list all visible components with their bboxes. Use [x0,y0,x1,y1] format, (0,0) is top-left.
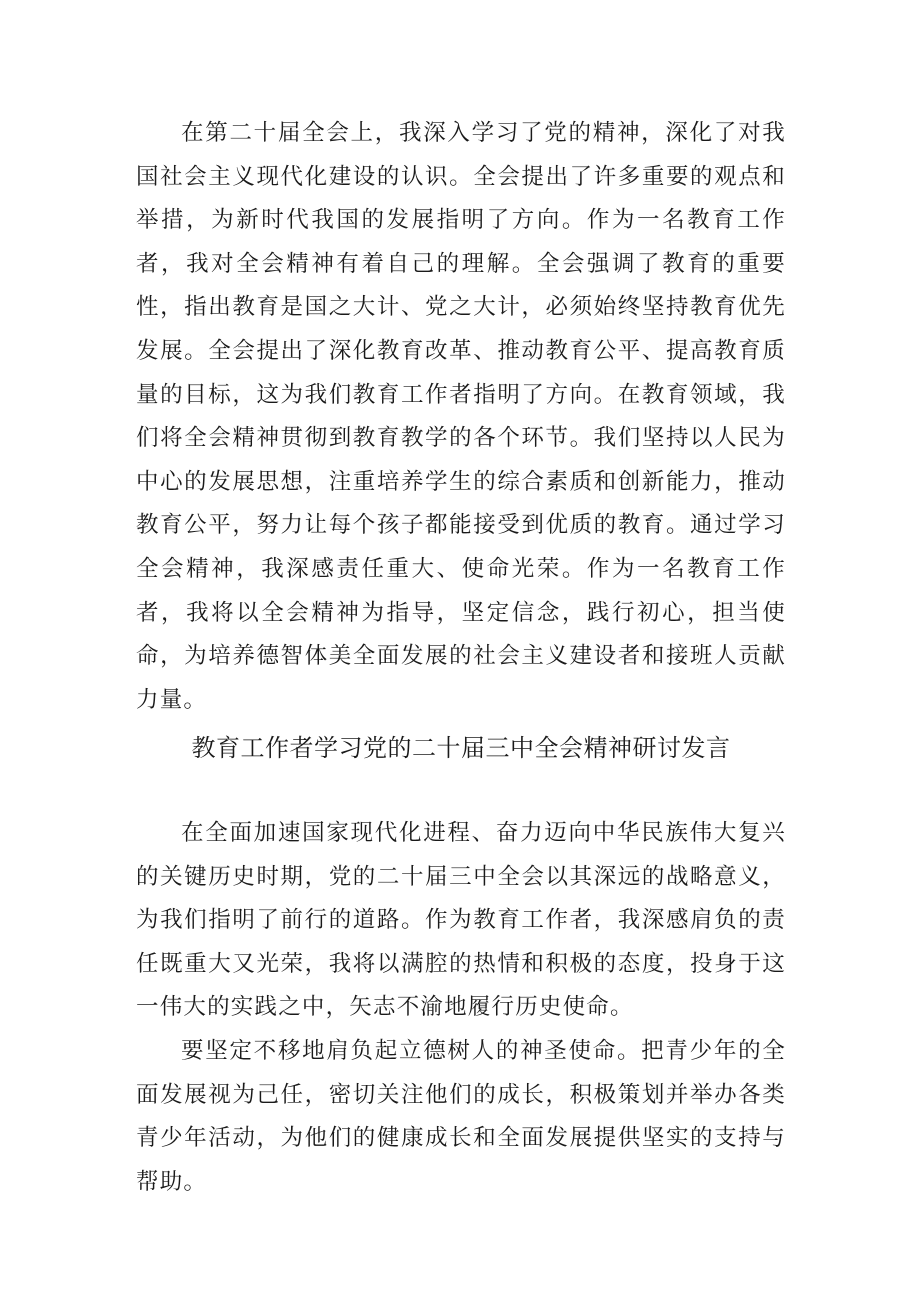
section-paragraph-1: 在全面加速国家现代化进程、奋力迈向中华民族伟大复兴的关键历史时期，党的二十届三中全会以其深远的战略意义，为我们指明了前行的道路。作为教育工作者，我深感肩负的责任既重大又光荣，我将以满腔的热情和积极的态度，投身于这一伟大的实践之中，矢志不渝地履行历史使命。 [136,820,786,1021]
intro-paragraph: 在第二十届全会上，我深入学习了党的精神，深化了对我国社会主义现代化建设的认识。全会提出了许多重要的观点和举措，为新时代我国的发展指明了方向。作为一名教育工作者，我对全会精神有着自己的理解。全会强调了教育的重要性，指出教育是国之大计、党之大计，必须始终坚持教育优先发展。全会提出了深化教育改革、推动教育公平、提高教育质量的目标，这为我们教育工作者指明了方向。在教育领域，我们将全会精神贯彻到教育教学的各个环节。我们坚持以人民为中心的发展思想，注重培养学生的综合素质和创新能力，推动教育公平，努力让每个孩子都能接受到优质的教育。通过学习全会精神，我深感责任重大、使命光荣。作为一名教育工作者，我将以全会精神为指导，坚定信念，践行初心，担当使命，为培养德智体美全面发展的社会主义建设者和接班人贡献力量。 [136,120,786,713]
section-text-block [136,812,786,1204]
section-paragraph-2: 要坚定不移地肩负起立德树人的神圣使命。把青少年的全面发展视为己任，密切关注他们的成长，积极策划并举办各类青少年活动，为他们的健康成长和全面发展提供坚实的支持与帮助。 [136,1037,786,1195]
intro-text-block [136,112,786,722]
section-title: 教育工作者学习党的二十届三中全会精神研讨发言 [191,734,731,762]
